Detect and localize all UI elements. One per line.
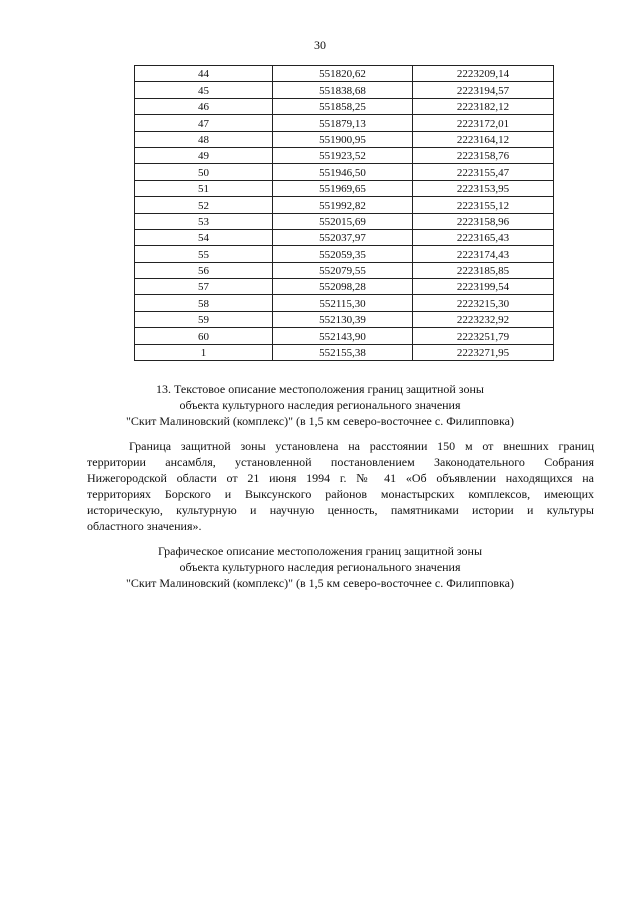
y-coordinate-cell: 2223185,85 [413, 262, 554, 278]
x-coordinate-cell: 552015,69 [273, 213, 413, 229]
point-number-cell: 60 [135, 328, 273, 344]
y-coordinate-cell: 2223182,12 [413, 98, 554, 114]
x-coordinate-cell: 551900,95 [273, 131, 413, 147]
point-number-cell: 46 [135, 98, 273, 114]
x-coordinate-cell: 551923,52 [273, 147, 413, 163]
point-number-cell: 47 [135, 115, 273, 131]
table-row [135, 98, 554, 114]
point-number-cell: 55 [135, 246, 273, 262]
y-coordinate-cell: 2223164,12 [413, 131, 554, 147]
table-row [135, 213, 554, 229]
table-row [135, 279, 554, 295]
table-row [135, 147, 554, 163]
point-number-cell: 59 [135, 311, 273, 327]
x-coordinate-cell: 551969,65 [273, 180, 413, 196]
x-coordinate-cell: 551858,25 [273, 98, 413, 114]
table-row [135, 229, 554, 245]
x-coordinate-cell: 552155,38 [273, 344, 413, 360]
point-number-cell: 1 [135, 344, 273, 360]
y-coordinate-cell: 2223232,92 [413, 311, 554, 327]
y-coordinate-cell: 2223155,47 [413, 164, 554, 180]
table-row [135, 344, 554, 360]
table-row [135, 115, 554, 131]
y-coordinate-cell: 2223165,43 [413, 229, 554, 245]
paragraph-line: областного значения». [87, 519, 202, 533]
point-number-cell: 56 [135, 262, 273, 278]
paragraph-line: историческую, культурную и научную ценность, памятниками истории и культуры [87, 503, 594, 517]
x-coordinate-cell: 552059,35 [273, 246, 413, 262]
title-line: "Скит Малиновский (комплекс)" (в 1,5 км северо-восточнее с. Филипповка) [125, 576, 514, 590]
paragraph-line: территории ансамбля, установленной постановлением Законодательного Собрания [87, 455, 594, 469]
y-coordinate-cell: 2223158,76 [413, 147, 554, 163]
point-number-cell: 53 [135, 213, 273, 229]
y-coordinate-cell: 2223174,43 [413, 246, 554, 262]
point-number-cell: 57 [135, 279, 273, 295]
point-number-cell: 58 [135, 295, 273, 311]
table-row [135, 131, 554, 147]
x-coordinate-cell: 552098,28 [273, 279, 413, 295]
point-number-cell: 54 [135, 229, 273, 245]
y-coordinate-cell: 2223158,96 [413, 213, 554, 229]
x-coordinate-cell: 551992,82 [273, 197, 413, 213]
title-line: 13. Текстовое описание местоположения границ защитной зоны [156, 382, 484, 396]
page-number: 30 [314, 38, 326, 52]
x-coordinate-cell: 552115,30 [273, 295, 413, 311]
paragraph-line: территориях Борского и Выксунского районов монастырских комплексов, имеющих [87, 487, 594, 501]
y-coordinate-cell: 2223199,54 [413, 279, 554, 295]
point-number-cell: 44 [135, 66, 273, 82]
title-line: Графическое описание местоположения границ защитной зоны [157, 544, 483, 558]
y-coordinate-cell: 2223155,12 [413, 197, 554, 213]
table-row [135, 180, 554, 196]
table-row [135, 197, 554, 213]
y-coordinate-cell: 2223215,30 [413, 295, 554, 311]
table-row [135, 311, 554, 327]
paragraph-line: Нижегородской области от 21 июня 1994 г. № 41 «Об объявлении находящихся на [87, 471, 594, 485]
point-number-cell: 50 [135, 164, 273, 180]
y-coordinate-cell: 2223209,14 [413, 66, 554, 82]
x-coordinate-cell: 552143,90 [273, 328, 413, 344]
title-line: объекта культурного наследия регионального значения [179, 560, 461, 574]
y-coordinate-cell: 2223251,79 [413, 328, 554, 344]
y-coordinate-cell: 2223194,57 [413, 82, 554, 98]
x-coordinate-cell: 552079,55 [273, 262, 413, 278]
table-row [135, 295, 554, 311]
y-coordinate-cell: 2223172,01 [413, 115, 554, 131]
y-coordinate-cell: 2223271,95 [413, 344, 554, 360]
x-coordinate-cell: 551820,62 [273, 66, 413, 82]
x-coordinate-cell: 551838,68 [273, 82, 413, 98]
point-number-cell: 45 [135, 82, 273, 98]
point-number-cell: 52 [135, 197, 273, 213]
table-row [135, 66, 554, 82]
x-coordinate-cell: 552037,97 [273, 229, 413, 245]
y-coordinate-cell: 2223153,95 [413, 180, 554, 196]
coordinates-table [134, 65, 554, 361]
table-row [135, 246, 554, 262]
graphic-description-title [0, 543, 640, 591]
protection-zone-paragraph [87, 438, 594, 534]
title-line: "Скит Малиновский (комплекс)" (в 1,5 км северо-восточнее с. Филипповка) [125, 414, 514, 428]
x-coordinate-cell: 551879,13 [273, 115, 413, 131]
point-number-cell: 51 [135, 180, 273, 196]
x-coordinate-cell: 551946,50 [273, 164, 413, 180]
table-row [135, 164, 554, 180]
paragraph-line: Граница защитной зоны установлена на расстоянии 150 м от внешних границ [129, 439, 594, 453]
text-description-title [0, 381, 640, 429]
table-row [135, 328, 554, 344]
x-coordinate-cell: 552130,39 [273, 311, 413, 327]
title-line: объекта культурного наследия регионального значения [179, 398, 461, 412]
point-number-cell: 49 [135, 147, 273, 163]
point-number-cell: 48 [135, 131, 273, 147]
table-row [135, 262, 554, 278]
table-row [135, 82, 554, 98]
coordinates-table-body [135, 66, 554, 361]
